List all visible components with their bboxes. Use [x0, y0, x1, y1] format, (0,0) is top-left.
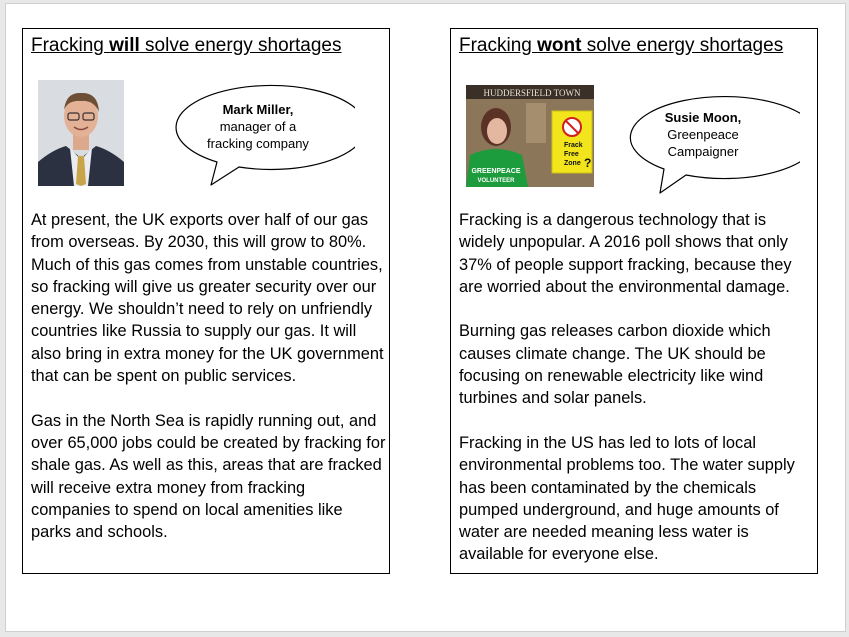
pro-fracking-body: [31, 209, 387, 566]
mark-miller-caption: [173, 101, 343, 152]
speaker-name: Mark Miller,: [222, 102, 294, 117]
pro-fracking-heading: [31, 35, 342, 57]
heading-text-pre: Fracking: [459, 35, 538, 56]
heading-emphasis: wont: [537, 35, 582, 56]
heading-text-post: solve energy shortages: [139, 35, 342, 56]
susie-moon-caption: [618, 109, 788, 160]
heading-text-post: solve energy shortages: [581, 35, 784, 56]
speaker-role-line: manager of a: [219, 119, 297, 134]
speaker-role-line: fracking company: [207, 136, 309, 151]
body-paragraph: At present, the UK exports over half of our gas from overseas. By 2030, this will grow to 80%. Much of this gas comes from unstable countries, so fracking will give us greater security over our energy. We shouldn’t need to rely on unfriendly countries like Russia to supply our gas. It will also bring in extra money for the UK government that can be spent on public services.: [31, 211, 384, 386]
anti-fracking-heading: [459, 35, 783, 57]
body-paragraph: Gas in the North Sea is rapidly running out, and over 65,000 jobs could be created by fracking for shale gas. As well as this, areas that are fracked will receive extra money from fracking companies to spend on local amenities like parks and schools.: [31, 411, 386, 542]
body-paragraph: Burning gas releases carbon dioxide which causes climate change. The UK should be focusing on renewable electricity like wind turbines and solar panels.: [459, 322, 771, 408]
placard-mark: ?: [584, 156, 592, 170]
body-paragraph: Fracking is a dangerous technology that is widely unpopular. A 2016 poll shows that only 37% of people support fracking, because they are worried about the environmental damage.: [459, 211, 792, 296]
heading-text-pre: Fracking: [31, 35, 110, 56]
susie-moon-photo: [466, 85, 594, 187]
placard-line: Frack: [564, 142, 583, 149]
speaker-role-line: Campaigner: [667, 144, 739, 159]
speaker-name: Susie Moon,: [664, 110, 742, 125]
placard-line: Free: [564, 151, 579, 158]
anti-fracking-panel: [450, 28, 818, 574]
pro-fracking-panel: [22, 28, 390, 574]
heading-emphasis: will: [109, 35, 140, 56]
photo-sign-text: HUDDERSFIELD TOWN: [483, 88, 581, 98]
mark-miller-photo: [38, 80, 124, 186]
placard-line: Zone: [564, 160, 581, 167]
anti-fracking-body: [459, 209, 815, 588]
body-paragraph: Fracking in the US has led to lots of local environmental problems too. The water supply has been contaminated by the chemicals pumped underground, and huge amounts of water are needed meaning less water is available for everyone else.: [459, 433, 795, 564]
shirt-sub: VOLUNTEER: [477, 178, 515, 184]
speaker-role-line: Greenpeace: [667, 127, 739, 142]
shirt-brand: GREENPEACE: [471, 168, 521, 175]
